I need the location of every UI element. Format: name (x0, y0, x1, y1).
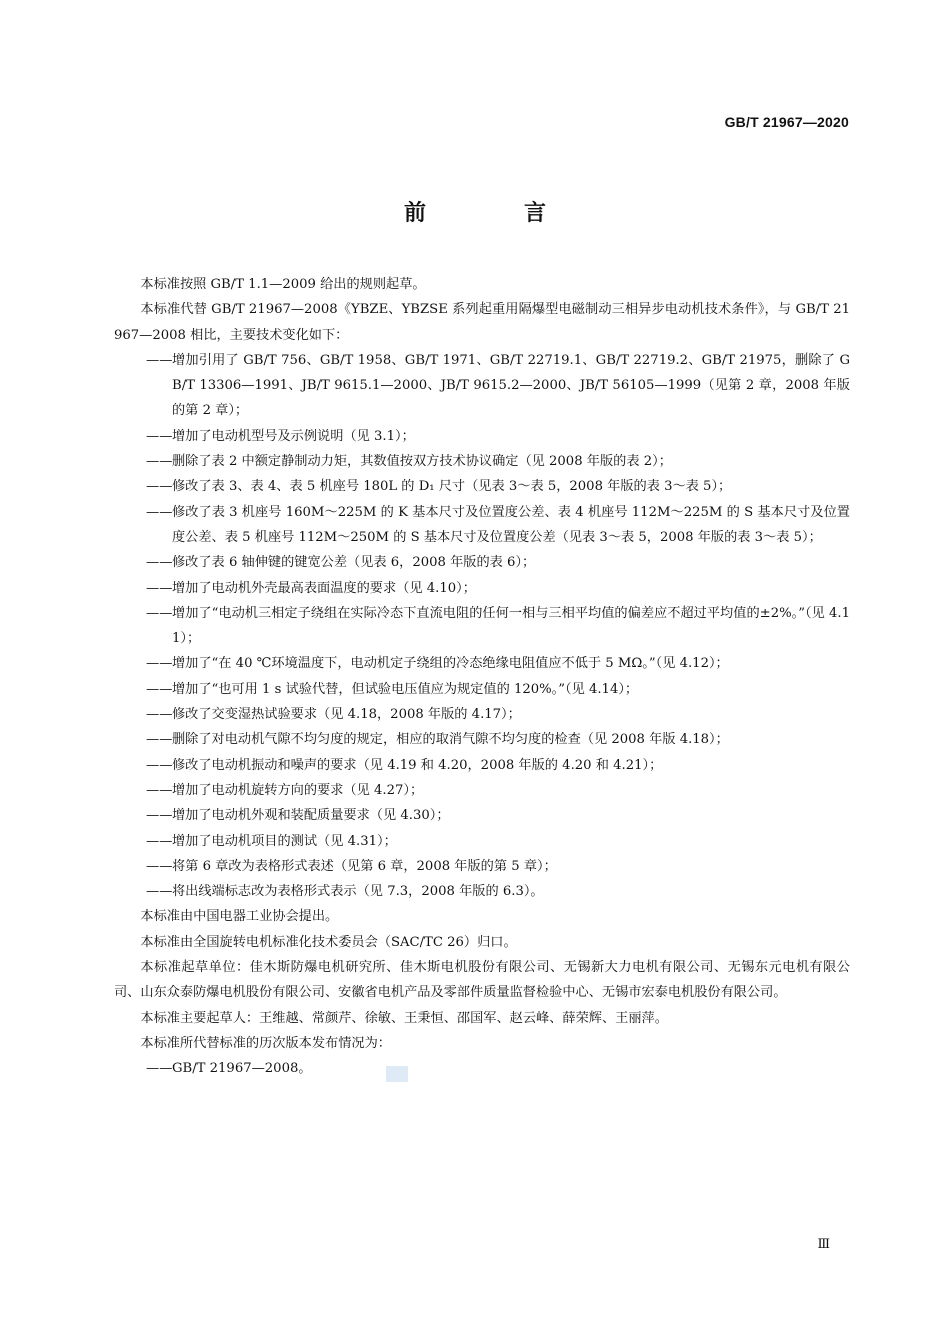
list-dash: —— (146, 454, 173, 470)
list-item-text: 增加了“在 40 ℃环境温度下，电动机定子绕组的冷态绝缘电阻值应不低于 5 MΩ。”（见 4.12）； (172, 656, 729, 672)
standard-code: GB/T 21967—2020 (724, 114, 849, 130)
list-dash: —— (146, 808, 173, 824)
list-item (114, 651, 850, 676)
list-item-text: 增加了电动机旋转方向的要求（见 4.27）； (172, 782, 424, 798)
watermark-mark (386, 1066, 408, 1082)
list-dash: —— (146, 681, 173, 697)
list-dash: —— (146, 479, 173, 495)
list-dash: —— (146, 757, 173, 773)
list-item (114, 803, 850, 828)
list-item (114, 449, 850, 474)
list-item-text: 将出线端标志改为表格形式表示（见 7.3，2008 年版的 6.3）。 (172, 884, 544, 900)
list-dash: —— (146, 656, 173, 672)
list-dash: —— (146, 833, 173, 849)
list-item (114, 576, 850, 601)
paragraph: 本标准起草单位：佳木斯防爆电机研究所、佳木斯电机股份有限公司、无锡新大力电机有限公司、无锡东元电机有限公司、山东众泰防爆电机股份有限公司、安徽省电机产品及零部件质量监督检验中心、无锡市宏泰电机股份有限公司。 (114, 960, 850, 1001)
list-item-text: 增加引用了 GB/T 756、GB/T 1958、GB/T 1971、GB/T 22719.1、GB/T 22719.2、GB/T 21975，删除了 GB/T 13306—1991、JB/T 9615.1—2000、JB/T 9615.2—2000、JB/T 56105—1999（见第 2 章，2008 年版的第 2 章）； (172, 352, 850, 419)
list-item (114, 348, 850, 424)
list-item (114, 1056, 850, 1081)
list-item-text: 增加了电动机型号及示例说明（见 3.1）； (172, 428, 415, 444)
list-dash: —— (146, 605, 173, 621)
list-item (114, 424, 850, 449)
list-item (114, 474, 850, 499)
list-dash: —— (146, 707, 173, 723)
list-dash: —— (146, 1061, 173, 1077)
list-item-text: 将第 6 章改为表格形式表述（见第 6 章，2008 年版的第 5 章）； (172, 858, 557, 874)
list-item (114, 677, 850, 702)
list-item (114, 829, 850, 854)
list-item-text: GB/T 21967—2008。 (172, 1061, 312, 1077)
list-item-text: 删除了对电动机气隙不均匀度的规定，相应的取消气隙不均匀度的检查（见 2008 年版 4.18）； (172, 732, 729, 748)
list-item-text: 增加了电动机外壳最高表面温度的要求（见 4.10）； (172, 580, 476, 596)
paragraph: 本标准主要起草人：王维越、常颜芹、徐敏、王秉恒、邵国军、赵云峰、薛荣辉、王丽萍。 (140, 1010, 668, 1026)
list-item (114, 601, 850, 652)
page-number: Ⅲ (817, 1237, 830, 1252)
list-item (114, 854, 850, 879)
list-item (114, 778, 850, 803)
list-item (114, 550, 850, 575)
list-dash: —— (146, 580, 173, 596)
list-item-text: 增加了电动机项目的测试（见 4.31）； (172, 833, 397, 849)
list-item-text: 修改了交变湿热试验要求（见 4.18，2008 年版的 4.17）； (172, 707, 521, 723)
page-title: 前 言 (403, 201, 584, 226)
paragraph: 本标准代替 GB/T 21967—2008《YBZE、YBZSE 系列起重用隔爆型电磁制动三相异步电动机技术条件》，与 GB/T 21967—2008 相比，主要技术变化如下： (114, 302, 850, 343)
list-dash: —— (146, 884, 173, 900)
paragraph: 本标准由中国电器工业协会提出。 (140, 909, 339, 925)
paragraph: 本标准按照 GB/T 1.1—2009 给出的规则起草。 (140, 277, 426, 292)
list-item-text: 修改了表 3 机座号 160M～225M 的 K 基本尺寸及位置度公差、表 4 机座号 112M～225M 的 S 基本尺寸及位置度公差、表 5 机座号 112M～250M 的 S 基本尺寸及位置度公差（见表 3～表 5，2008 年版的表 3～表 5）； (172, 504, 850, 545)
list-item-text: 增加了“也可用 1 s 试验代替，但试验电压值应为规定值的 120%。”（见 4.14）； (172, 681, 639, 697)
list-item-text: 修改了表 6 轴伸键的键宽公差（见表 6，2008 年版的表 6）； (172, 555, 536, 571)
list-dash: —— (146, 428, 173, 444)
list-item (114, 879, 850, 904)
list-dash: —— (146, 732, 173, 748)
list-dash: —— (146, 555, 173, 571)
list-item (114, 500, 850, 551)
list-item-text: 增加了电动机外观和装配质量要求（见 4.30）； (172, 808, 450, 824)
paragraph: 本标准所代替标准的历次版本发布情况为： (140, 1035, 391, 1051)
list-item (114, 753, 850, 778)
list-item-text: 修改了电动机振动和噪声的要求（见 4.19 和 4.20，2008 年版的 4.20 和 4.21）； (172, 757, 663, 773)
list-item (114, 727, 850, 752)
list-dash: —— (146, 782, 173, 798)
list-dash: —— (146, 858, 173, 874)
list-item-text: 增加了“电动机三相定子绕组在实际冷态下直流电阻的任何一相与三相平均值的偏差应不超过平均值的±2%。”（见 4.11）； (172, 605, 850, 647)
list-dash: —— (146, 352, 173, 368)
list-dash: —— (146, 504, 173, 520)
foreword-body (114, 272, 850, 1082)
list-item-text: 修改了表 3、表 4、表 5 机座号 180L 的 D₁ 尺寸（见表 3～表 5，2008 年版的表 3～表 5）； (172, 479, 732, 495)
list-item-text: 删除了表 2 中额定静制动力矩，其数值按双方技术协议确定（见 2008 年版的表 2）； (172, 454, 672, 470)
paragraph: 本标准由全国旋转电机标准化技术委员会（SAC/TC 26）归口。 (140, 934, 517, 950)
list-item (114, 702, 850, 727)
